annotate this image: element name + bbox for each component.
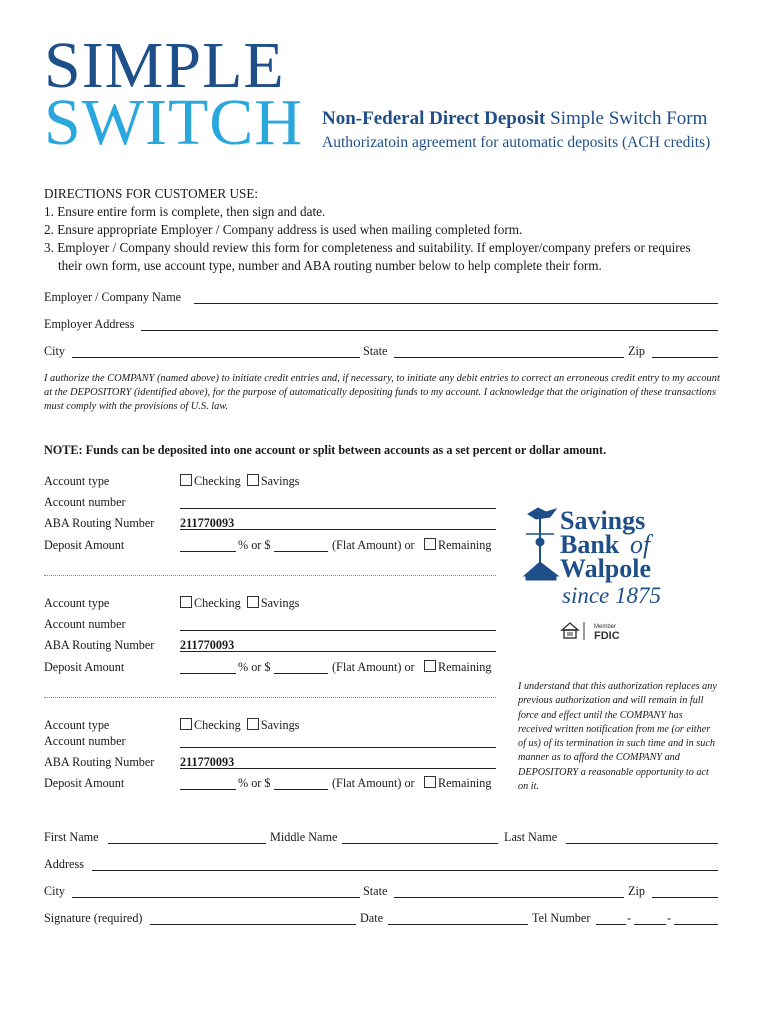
account1-routing-number: 211770093 xyxy=(180,516,235,530)
tel-label: Tel Number xyxy=(532,911,591,925)
account2-flat-text: (Flat Amount) or xyxy=(332,660,415,674)
account1-savings-label: Savings xyxy=(260,474,300,488)
customer-state-field[interactable] xyxy=(394,897,624,898)
account1-percent-text: % or $ xyxy=(238,538,271,552)
tel-separator-1: - xyxy=(627,911,632,925)
customer-city-label: City xyxy=(44,884,65,898)
account1-number-label: Account number xyxy=(44,495,126,509)
account2-routing-number: 211770093 xyxy=(180,638,235,652)
account1-deposit-label: Deposit Amount xyxy=(44,538,125,552)
last-name-label: Last Name xyxy=(504,830,558,844)
bank-name-line2: Bank xyxy=(560,530,620,559)
authorization-text: I authorize the COMPANY (named above) to initiate credit entries and, if necessary, to initiate any debit entries to correct an erroneous credit entry to my account at the DEPOSITORY (identified above), for the purpose of automatically depositing funds to my account. I acknowledge that the origination of these transactions must comply with the provisions of U.S. law. xyxy=(44,373,720,412)
account2-deposit-label: Deposit Amount xyxy=(44,660,125,674)
account1-remaining-checkbox[interactable] xyxy=(424,538,436,550)
employer-address-field[interactable] xyxy=(141,330,718,331)
account3-remaining-label: Remaining xyxy=(438,776,492,790)
form-subtitle: Authorizatoin agreement for automatic deposits (ACH credits) xyxy=(322,134,711,151)
bank-name-line1: Savings xyxy=(560,506,646,535)
account2-remaining-label: Remaining xyxy=(438,660,492,674)
tel-area-field[interactable] xyxy=(596,924,626,925)
date-field[interactable] xyxy=(388,924,528,925)
employer-state-field[interactable] xyxy=(394,357,624,358)
account1-remaining xyxy=(424,538,491,553)
logo-simple: SIMPLE xyxy=(44,29,285,102)
middle-name-label: Middle Name xyxy=(270,830,338,844)
weathervane-icon xyxy=(518,500,668,610)
employer-city-field[interactable] xyxy=(72,357,360,358)
account2-aba-label: ABA Routing Number xyxy=(44,638,155,652)
account2-remaining xyxy=(424,660,491,675)
form-title-rest: Simple Switch Form xyxy=(545,108,708,129)
account3-aba-line xyxy=(180,768,496,769)
account3-savings-label: Savings xyxy=(260,718,300,732)
date-label: Date xyxy=(360,911,384,925)
middle-name-field[interactable] xyxy=(342,843,498,844)
account2-checking-label: Checking xyxy=(194,596,241,610)
account3-checking-label: Checking xyxy=(194,718,241,732)
account3-checking-checkbox[interactable] xyxy=(180,718,192,730)
account1-savings-checkbox[interactable] xyxy=(247,474,259,486)
customer-zip-field[interactable] xyxy=(652,897,718,898)
authorization-replacement-note: I understand that this authorization replaces any previous authorization and will remain in full force and effect until the COMPANY has received written notification from me (or either of us) of its termination in such time and in such manner as to afford the COMPANY and DEPOSITORY a reasonable opportunity to act on it. xyxy=(518,681,717,793)
account3-percent-field[interactable] xyxy=(180,789,236,790)
divider-2 xyxy=(44,697,496,698)
last-name-field[interactable] xyxy=(566,843,718,844)
customer-city-field[interactable] xyxy=(72,897,360,898)
account2-aba-line xyxy=(180,651,496,652)
note-text: NOTE: Funds can be deposited into one account or split between accounts as a set percent or dollar amount. xyxy=(44,443,607,457)
account3-flat-text: (Flat Amount) or xyxy=(332,776,415,790)
employer-state-label: State xyxy=(363,344,388,358)
account3-savings-checkbox[interactable] xyxy=(247,718,259,730)
equal-housing-icon xyxy=(562,623,578,638)
bank-logo xyxy=(518,500,668,610)
fdic-badge xyxy=(560,618,630,649)
first-name-field[interactable] xyxy=(108,843,266,844)
signature-label: Signature (required) xyxy=(44,911,143,925)
employer-zip-label: Zip xyxy=(628,344,645,358)
account3-number-field[interactable] xyxy=(180,747,496,748)
fdic-logo: FDIC xyxy=(594,630,620,642)
directions-heading: DIRECTIONS FOR CUSTOMER USE: xyxy=(44,186,259,201)
account3-deposit-label: Deposit Amount xyxy=(44,776,125,790)
account2-flat-field[interactable] xyxy=(274,673,328,674)
signature-field[interactable] xyxy=(150,924,356,925)
fdic-member: Member xyxy=(594,624,617,630)
form-title-bold: Non-Federal Direct Deposit xyxy=(322,108,546,129)
employer-city-label: City xyxy=(44,344,65,358)
direction-item-2: 2. Ensure appropriate Employer / Company address is used when mailing completed form. xyxy=(44,222,523,237)
account1-checking-label: Checking xyxy=(194,474,241,488)
bank-name-of: of xyxy=(630,530,651,559)
employer-name-field[interactable] xyxy=(194,303,718,304)
account3-flat-field[interactable] xyxy=(274,789,328,790)
form-title xyxy=(322,108,707,130)
account2-type-label: Account type xyxy=(44,596,110,610)
account1-flat-text: (Flat Amount) or xyxy=(332,538,415,552)
account2-percent-text: % or $ xyxy=(238,660,271,674)
account1-percent-field[interactable] xyxy=(180,551,236,552)
divider-1 xyxy=(44,575,496,576)
employer-name-label: Employer / Company Name xyxy=(44,290,182,304)
tel-line-field[interactable] xyxy=(674,924,718,925)
customer-address-label: Address xyxy=(44,857,84,871)
account3-percent-text: % or $ xyxy=(238,776,271,790)
account3-type-label: Account type xyxy=(44,718,110,732)
direction-item-1: 1. Ensure entire form is complete, then sign and date. xyxy=(44,204,326,219)
direction-item-3: 3. Employer / Company should review this form for completeness and suitability. If employer/company prefers or requires xyxy=(44,240,691,255)
employer-zip-field[interactable] xyxy=(652,357,718,358)
account2-savings-checkbox[interactable] xyxy=(247,596,259,608)
account1-type-label: Account type xyxy=(44,474,110,488)
account3-routing-number: 211770093 xyxy=(180,755,235,769)
account2-remaining-checkbox[interactable] xyxy=(424,660,436,672)
account2-number-label: Account number xyxy=(44,617,126,631)
account2-savings-label: Savings xyxy=(260,596,300,610)
employer-address-label: Employer Address xyxy=(44,317,135,331)
tel-separator-2: - xyxy=(667,911,672,925)
account1-remaining-label: Remaining xyxy=(438,538,492,552)
account1-checking-checkbox[interactable] xyxy=(180,474,192,486)
first-name-label: First Name xyxy=(44,830,99,844)
account1-aba-label: ABA Routing Number xyxy=(44,516,155,530)
account3-type-options xyxy=(180,718,299,733)
bank-since: since 1875 xyxy=(562,583,662,608)
account2-checking-checkbox[interactable] xyxy=(180,596,192,608)
account3-number-label: Account number xyxy=(44,734,126,748)
account1-flat-field[interactable] xyxy=(274,551,328,552)
direction-item-3-cont: their own form, use account type, number and ABA routing number below to help complete their form. xyxy=(58,258,602,273)
account3-remaining xyxy=(424,776,491,791)
account2-number-field[interactable] xyxy=(180,630,496,631)
logo-switch: SWITCH xyxy=(44,86,303,159)
customer-address-field[interactable] xyxy=(92,870,718,871)
account2-type-options xyxy=(180,596,299,611)
account1-aba-line xyxy=(180,529,496,530)
account2-percent-field[interactable] xyxy=(180,673,236,674)
customer-state-label: State xyxy=(363,884,388,898)
account3-remaining-checkbox[interactable] xyxy=(424,776,436,788)
account3-aba-label: ABA Routing Number xyxy=(44,755,155,769)
tel-prefix-field[interactable] xyxy=(634,924,666,925)
account1-number-field[interactable] xyxy=(180,508,496,509)
customer-zip-label: Zip xyxy=(628,884,645,898)
bank-name-line3: Walpole xyxy=(560,554,652,583)
account1-type-options xyxy=(180,474,299,489)
